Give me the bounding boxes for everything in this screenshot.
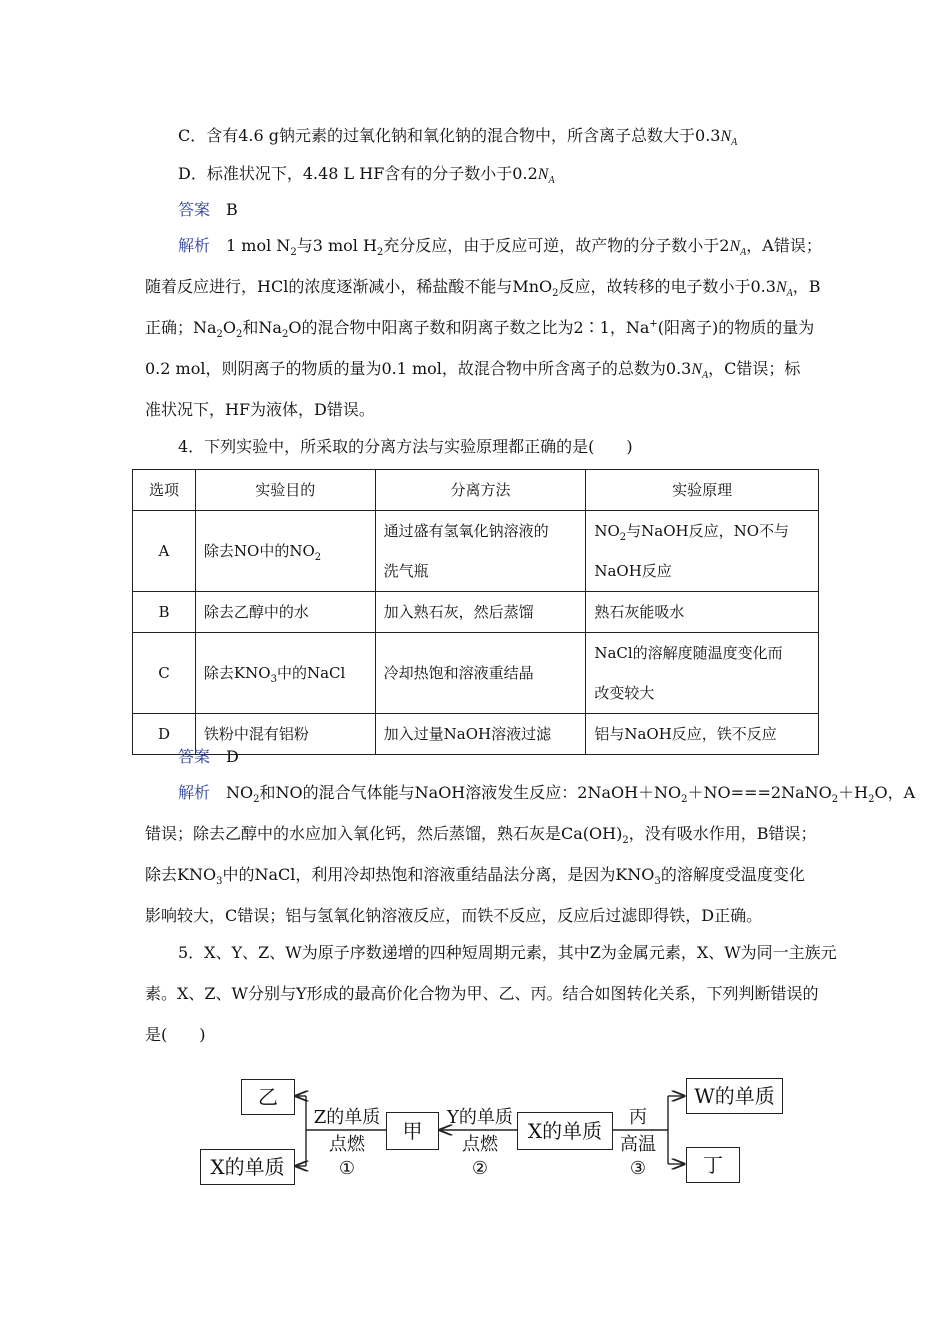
box-jia: 甲 [386,1112,439,1150]
explanation-label: 解析 [178,236,211,255]
arrow3-number: ③ [629,1158,647,1179]
answer-label: 答案 [178,747,211,766]
box-x-element-left: X的单质 [200,1149,295,1185]
question-4: 4．下列实验中，所采取的分离方法与实验原理都正确的是( ) [178,437,633,456]
table-row: C 除去$KNO_3$中的NaCl 冷却热饱和溶液重结晶 NaCl的溶解度随温度变化而 改变较大 [133,633,819,714]
table-row: A 除去NO中的$NO_2$ 通过盛有氢氧化钠溶液的 洗气瓶 $NO_2$与NaOH反应，NO不与 NaOH反应 [133,511,819,592]
option-d: D．标准状况下，4.48 L HF含有的分子数小于$0.2N_A$ [178,164,555,187]
arrow1-condition: 点燃 [329,1134,365,1155]
box-yi: 乙 [241,1079,295,1115]
arrow3-reagent: 丙 [629,1107,647,1128]
answer-3: 答案 B [178,200,238,219]
arrow1-reagent: Z的单质 [313,1107,381,1128]
table-header-row: 选项 实验目的 分离方法 实验原理 [133,470,819,511]
arrow2-condition: 点燃 [462,1134,498,1155]
arrow1-number: ① [338,1158,356,1179]
option-c: C．含有4.6 g钠元素的过氧化钠和氧化钠的混合物中，所含离子总数大于$0.3N_A$ [178,126,738,149]
answer-label: 答案 [178,200,211,219]
box-w-element: W的单质 [686,1078,783,1114]
arrow2-number: ② [471,1158,489,1179]
table-row: B 除去乙醇中的水 加入熟石灰，然后蒸馏 熟石灰能吸水 [133,592,819,633]
table-row: D 铁粉中混有铝粉 加入过量NaOH溶液过滤 铝与NaOH反应，铁不反应 [133,714,819,755]
arrow3-condition: 高温 [620,1134,656,1155]
arrow2-reagent: Y的单质 [447,1107,513,1128]
box-ding: 丁 [686,1147,740,1183]
explanation-label: 解析 [178,783,211,802]
answer-4: 答案 D [178,747,239,766]
box-x-element-center: X的单质 [517,1112,613,1150]
